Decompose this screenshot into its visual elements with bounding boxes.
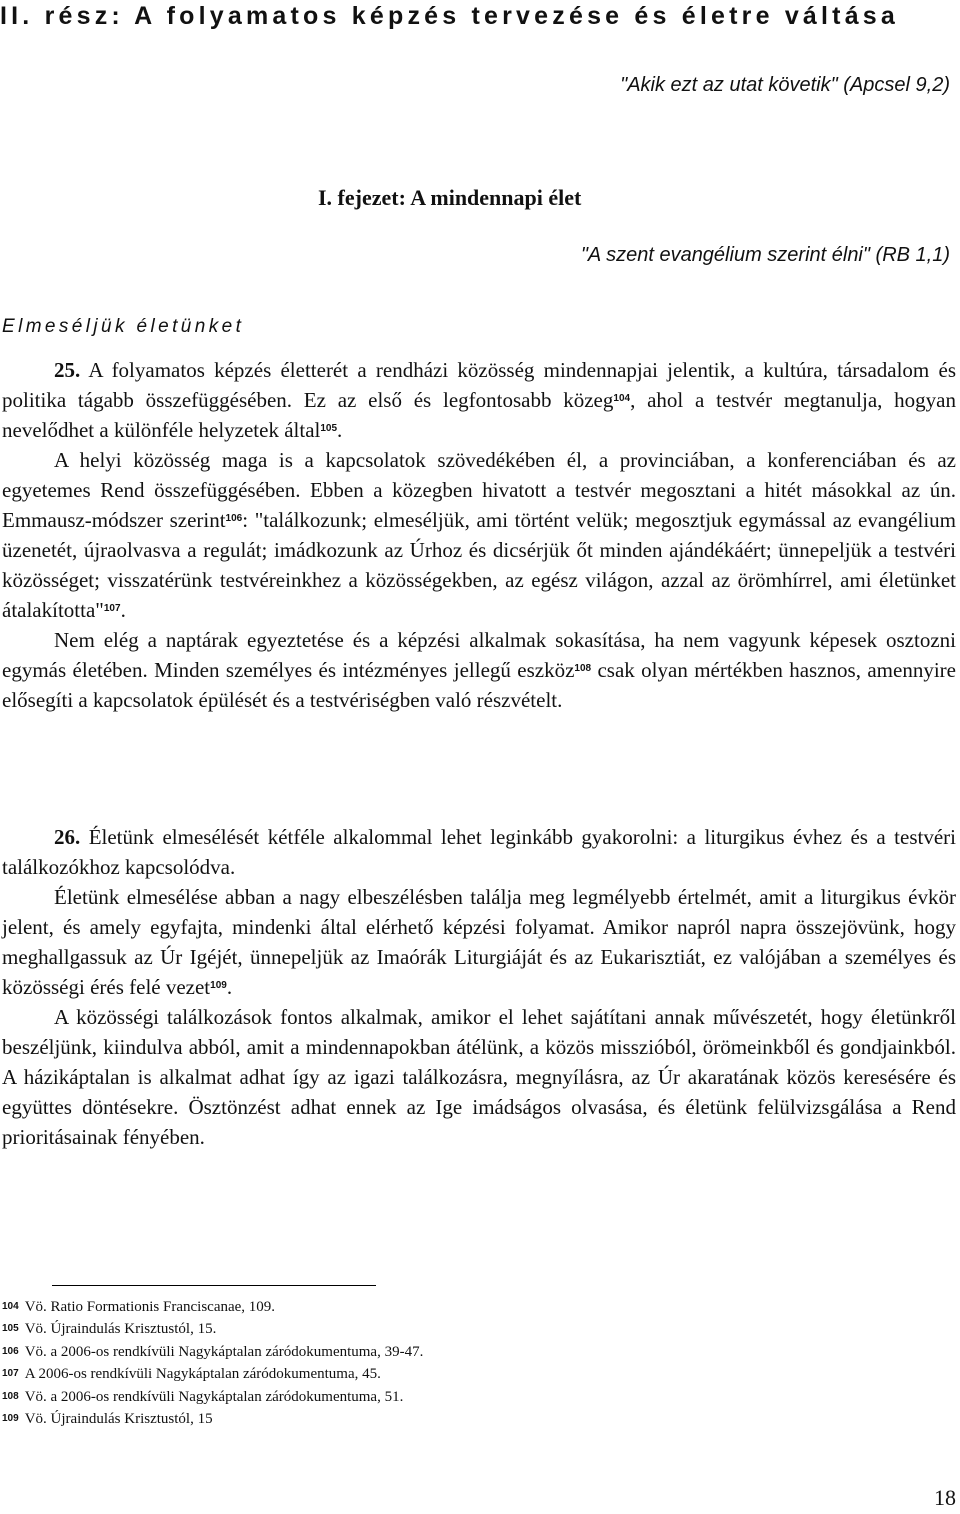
footnote-text: Vö. Ratio Formationis Franciscanae, 109. xyxy=(24,1299,276,1315)
footnote-text: Vö. a 2006-os rendkívüli Nagykáptalan záródokumentuma, 39-47. xyxy=(24,1343,424,1360)
paragraph-number: 26. xyxy=(54,825,81,849)
footnote-ref[interactable]: 107 xyxy=(103,603,121,614)
footnote-ref[interactable]: 104 xyxy=(613,393,631,404)
paragraph-text: . xyxy=(337,418,343,442)
paragraph-text: , ahol a testvér megtanulja, hogyan nevelődhet a különféle helyzetek által xyxy=(2,388,956,442)
footnote-number: 109 xyxy=(2,1413,19,1425)
chapter-title: I. fejezet: A mindennapi élet xyxy=(318,185,582,210)
footnote-ref[interactable]: 105 xyxy=(320,423,338,434)
paragraph-26-c xyxy=(2,1002,956,1152)
paragraph-26 xyxy=(2,822,956,882)
footnote-107 xyxy=(2,1363,902,1385)
footnote-text: Vö. a 2006-os rendkívüli Nagykáptalan záródokumentuma, 51. xyxy=(24,1388,404,1405)
footnote-number: 107 xyxy=(2,1368,19,1380)
paragraph-text: A helyi közösség maga is a kapcsolatok szövedékében él, a provinciában, a konferenciában és az egyetemes Rend összefüggésében. Ebben a közegben hivatott a testvér megosztani a hitét másokkal az ún. Emmausz-módszer szerint xyxy=(2,448,956,532)
chapter-motto: "A szent evangélium szerint élni" (RB 1,1) xyxy=(580,244,950,266)
footnote-number: 105 xyxy=(2,1323,19,1335)
footnote-number: 106 xyxy=(2,1345,19,1357)
footnote-ref[interactable]: 108 xyxy=(574,663,592,674)
paragraph-number: 25. xyxy=(54,358,81,382)
body-block-26 xyxy=(2,822,956,1152)
footnote-105 xyxy=(2,1318,902,1340)
body-block-25 xyxy=(2,355,956,715)
footnotes xyxy=(2,1296,902,1430)
footnote-text: Vö. Újraindulás Krisztustól, 15 xyxy=(24,1411,213,1428)
paragraph-text: A közösségi találkozások fontos alkalmak, amikor el lehet sajátítani annak művészetét, hogy életünkről beszéljünk, kiindulva abból, amit a mindennapokban átélünk, a közös misszióból, örömeinkből és gondjainkból. A házikáptalan is alkalmat adhat így az igazi találkozásra, megnyílásra, az Úr akaratának közös keresésére és együttes döntésekre. Ösztönzést adhat ennek az Ige imádságos olvasása, és életünk felülvizsgálása a Rend prioritásainak fényében. xyxy=(2,1005,956,1149)
paragraph-25-b xyxy=(2,445,956,625)
footnote-number: 108 xyxy=(2,1390,19,1402)
paragraph-text: : "találkozunk; elmeséljük, ami történt velük; megosztjuk egymással az evangélium üzenetét, újraolvasva a regulát; imádkozunk az Úrhoz és dicsérjük őt minden ajándékáért; ünnepeljük a testvéri közösséget; visszatérünk testvéreinkhez a közösségekben, az egész világon, azzal az örömhírrel, ami életünket átalakította" xyxy=(2,508,956,622)
footnote-104 xyxy=(2,1296,902,1318)
footnote-108 xyxy=(2,1386,902,1408)
paragraph-text: Életünk elmesélését kétféle alkalommal lehet leginkább gyakorolni: a liturgikus évhez és a testvéri találkozókhoz kapcsolódva. xyxy=(2,825,956,879)
paragraph-text: . xyxy=(226,975,233,999)
section-heading: Elmeséljük életünket xyxy=(2,316,245,337)
paragraph-text: . xyxy=(120,598,126,622)
footnote-ref[interactable]: 106 xyxy=(225,513,243,524)
paragraph-25 xyxy=(2,355,956,445)
paragraph-text: A folyamatos képzés életterét a rendházi közösség mindennapjai jelentik, a kultúra, társadalom és politika tágabb összefüggésében. Ez az első és legfontosabb közeg xyxy=(2,358,956,412)
footnote-text: A 2006-os rendkívüli Nagykáptalan záródokumentuma, 45. xyxy=(24,1366,381,1383)
footnote-109 xyxy=(2,1408,902,1430)
part-title: II. rész: A folyamatos képzés tervezése és életre váltása xyxy=(0,2,900,30)
page-number: 18 xyxy=(934,1485,956,1510)
footnote-separator xyxy=(52,1285,376,1286)
paragraph-25-c xyxy=(2,625,956,715)
footnote-text: Vö. Újraindulás Krisztustól, 15. xyxy=(24,1321,217,1338)
paragraph-26-b xyxy=(2,882,956,1002)
paragraph-text: csak olyan mértékben hasznos, amennyire elősegíti a kapcsolatok épülését és a testvériségben való részvételt. xyxy=(2,658,956,712)
paragraph-text: Életünk elmesélése abban a nagy elbeszélésben találja meg legmélyebb értelmét, amit a liturgikus évkör jelent, és amely egyfajta, mindenki által elérhető képzési folyamat. Amikor napról napra összejövünk, hogy meghallgassuk az Úr Igéjét, ünnepeljük az Imaórák Liturgiáját és az Eukarisztiát, ez valójában a személyes és közösségi érés felé vezet xyxy=(2,885,956,999)
footnote-number: 104 xyxy=(2,1301,19,1312)
footnote-106 xyxy=(2,1341,902,1363)
paragraph-text: Nem elég a naptárak egyeztetése és a képzési alkalmak sokasítása, ha nem vagyunk képesek osztozni egymás életében. Minden személyes és intézményes jellegű eszköz xyxy=(2,628,956,682)
footnote-ref[interactable]: 109 xyxy=(210,980,227,991)
part-motto: "Akik ezt az utat követik" (Apcsel 9,2) xyxy=(620,74,950,96)
